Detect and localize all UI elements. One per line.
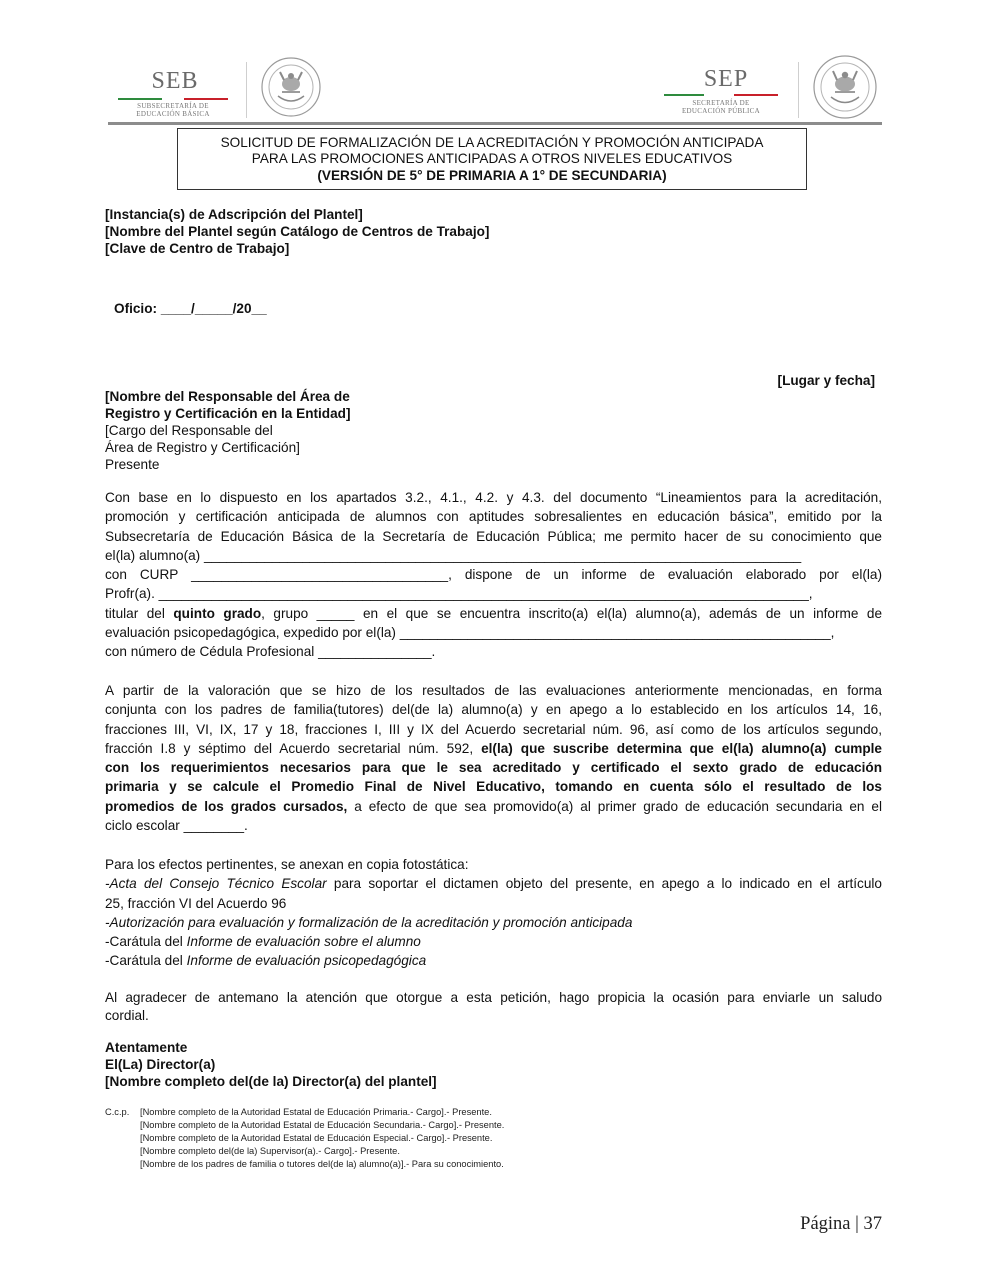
- paragraph-line: con CURP __________________________________, dispone de un informe de evaluación elaborado por el(la): [105, 567, 882, 583]
- text-run-italic: -Acta del Consejo Técnico Escolar: [105, 876, 327, 892]
- annex-list: [105, 855, 882, 971]
- paragraph-line: [105, 604, 882, 623]
- paragraph-determination: [105, 681, 882, 835]
- header-rule: [108, 122, 882, 125]
- paragraph-line: cordial.: [105, 1008, 149, 1023]
- seb-acronym: SEB: [151, 68, 199, 94]
- recipient-position: Área de Registro y Certificación]: [105, 440, 300, 455]
- seb-subtitle-line: SUBSECRETARÍA DE: [137, 102, 209, 110]
- ccp-list: [140, 1106, 504, 1171]
- text-run: titular del: [105, 605, 174, 621]
- paragraph-line: ciclo escolar ________.: [105, 818, 248, 834]
- recipient-block: [105, 388, 351, 473]
- annex-item-continuation: 25, fracción VI del Acuerdo 96: [105, 895, 287, 911]
- sep-subtitle-line: EDUCACIÓN PÚBLICA: [681, 107, 761, 115]
- title-line: SOLICITUD DE FORMALIZACIÓN DE LA ACREDITACIÓN Y PROMOCIÓN ANTICIPADA: [220, 135, 764, 150]
- paragraph-line: [105, 797, 882, 816]
- sender-nombre-plantel: [Nombre del Plantel según Catálogo de Centros de Trabajo]: [105, 224, 490, 239]
- ccp-recipient: [Nombre completo de la Autoridad Estatal de Educación Especial.- Cargo].- Presente.: [140, 1133, 493, 1143]
- signature-position: El(La) Director(a): [105, 1057, 216, 1072]
- ccp-recipient: [Nombre completo de la Autoridad Estatal de Educación Secundaria.- Cargo].- Presente.: [140, 1120, 505, 1130]
- paragraph-line: fracciones III, VI, IX, 17 y 18, fracciones I, III y IX del Acuerdo secretarial núm. 96, así como de los artículos segundo,: [105, 721, 882, 737]
- signature-name: [Nombre completo del(de la) Director(a) del plantel]: [105, 1074, 437, 1089]
- text-run: fracción I.8 y séptimo del Acuerdo secretarial núm. 592,: [105, 740, 482, 756]
- text-run-bold: el(la) que suscribe determina que el(la) alumno(a) cumple: [481, 740, 882, 756]
- paragraph-line: conjunta con los padres de familia(tutores) del(de la) alumno(a) y en apego a lo establecido en los artículos 14, 16,: [105, 702, 882, 718]
- signature-atentamente: Atentamente: [105, 1040, 188, 1055]
- recipient-presente: Presente: [105, 457, 160, 472]
- sender-instancia: [Instancia(s) de Adscripción del Plantel]: [105, 207, 363, 222]
- sender-block: [105, 206, 489, 257]
- paragraph-line: con número de Cédula Profesional _______________.: [105, 644, 436, 660]
- flag-stripe-white: [704, 94, 734, 96]
- flag-stripe-green: [118, 98, 162, 100]
- logo-divider: [246, 62, 247, 118]
- annex-item: [105, 932, 882, 951]
- sep-acronym: SEP: [703, 66, 749, 92]
- paragraph-line: Profr(a). ______________________________________________________________________________________,: [105, 586, 813, 602]
- recipient-name: Registro y Certificación en la Entidad]: [105, 406, 351, 421]
- paragraph-line: [105, 739, 882, 758]
- seb-subtitle: [118, 102, 228, 118]
- page-label: Página: [800, 1214, 851, 1234]
- ccp-recipient: [Nombre de los padres de familia o tutores del(de la) alumno(a)].- Para su conocimiento.: [140, 1159, 504, 1169]
- page-number-footer: [800, 1214, 882, 1235]
- sender-clave: [Clave de Centro de Trabajo]: [105, 241, 290, 256]
- sep-subtitle-line: SECRETARÍA DE: [692, 99, 750, 107]
- paragraph-line: Subsecretaría de Educación Básica de la Secretaría de Educación Pública; me permito hacer de su conocimiento que: [105, 528, 882, 544]
- ccp-recipient: [Nombre completo del(de la) Supervisor(a).- Cargo].- Presente.: [140, 1146, 400, 1156]
- paragraph-legal-basis: [105, 488, 882, 662]
- recipient-position: [Cargo del Responsable del: [105, 423, 273, 438]
- oficio-number: Oficio: ____/_____/20__: [114, 301, 267, 316]
- logo-divider: [798, 62, 799, 118]
- sep-subtitle: [666, 99, 776, 115]
- text-run-italic: -Autorización para evaluación y formalización de la acreditación y promoción anticipada: [105, 914, 633, 930]
- ccp-label: C.c.p.: [105, 1107, 130, 1117]
- ccp-recipient: [Nombre completo de la Autoridad Estatal de Educación Primaria.- Cargo].- Presente.: [140, 1107, 492, 1117]
- signature-block: [105, 1039, 437, 1090]
- flag-stripe-white: [162, 98, 184, 100]
- title-line: PARA LAS PROMOCIONES ANTICIPADAS A OTROS NIVELES EDUCATIVOS: [251, 151, 733, 167]
- text-run-italic: Informe de evaluación sobre el alumno: [186, 934, 421, 950]
- coat-of-arms-seal-icon: [812, 54, 878, 123]
- closing-paragraph: [105, 989, 882, 1025]
- annex-item: [105, 874, 882, 893]
- flag-stripe-red: [734, 94, 778, 96]
- text-run-italic: Informe de evaluación psicopedagógica: [186, 953, 427, 969]
- text-run-bold: promedios de los grados cursados,: [105, 798, 348, 814]
- text-run: -Carátula del: [105, 934, 187, 950]
- paragraph-line: Con base en lo dispuesto en los apartados 3.2., 4.1., 4.2. y 4.3. del documento “Lineamientos para la acreditación,: [105, 490, 882, 505]
- recipient-name: [Nombre del Responsable del Área de: [105, 389, 350, 404]
- text-run-bold: quinto grado: [173, 605, 262, 621]
- seb-subtitle-line: EDUCACIÓN BÁSICA: [136, 110, 210, 118]
- text-run: a efecto de que sea promovido(a) al primer grado de educación secundaria en el: [347, 798, 882, 814]
- page-separator: |: [855, 1214, 859, 1234]
- text-run: para soportar el dictamen objeto del presente, en apego a lo indicado en el artículo: [326, 876, 882, 892]
- coat-of-arms-seal-icon: [260, 56, 322, 121]
- paragraph-line: primaria y se calcule el Promedio Final de Nivel Educativo, tomando en cuenta sólo el resultado de los: [105, 779, 882, 795]
- text-run: , grupo _____ en el que se encuentra inscrito(a) el(la) alumno(a), además de un informe de: [261, 605, 883, 621]
- paragraph-line: promoción y certificación anticipada de alumnos con aptitudes sobresalientes en educación básica”, emitido por la: [105, 509, 882, 525]
- paragraph-line: con los requerimientos necesarios para que le sea acreditado y certificado el sexto grado de educación: [105, 760, 882, 776]
- annex-item: [105, 913, 882, 932]
- flag-stripe-green: [664, 94, 704, 96]
- paragraph-line: el(la) alumno(a) _______________________________________________________________________________: [105, 547, 802, 563]
- annex-item: [105, 951, 882, 970]
- place-and-date: [Lugar y fecha]: [777, 373, 875, 388]
- paragraph-line: A partir de la valoración que se hizo de los resultados de las evaluaciones anteriormente mencionadas, en forma: [105, 683, 882, 698]
- paragraph-line: Al agradecer de antemano la atención que otorgue a esta petición, hago propicia la ocasión para enviarle un saludo: [105, 990, 882, 1005]
- flag-stripe-red: [184, 98, 228, 100]
- annex-intro: Para los efectos pertinentes, se anexan en copia fotostática:: [105, 857, 469, 872]
- paragraph-line: evaluación psicopedagógica, expedido por el(la) _________________________________________________________,: [105, 625, 835, 641]
- page-number: 37: [863, 1214, 882, 1234]
- document-title-box: [177, 128, 807, 190]
- text-run: -Carátula del: [105, 953, 187, 969]
- title-version: (VERSIÓN DE 5° DE PRIMARIA A 1° DE SECUNDARIA): [317, 167, 667, 183]
